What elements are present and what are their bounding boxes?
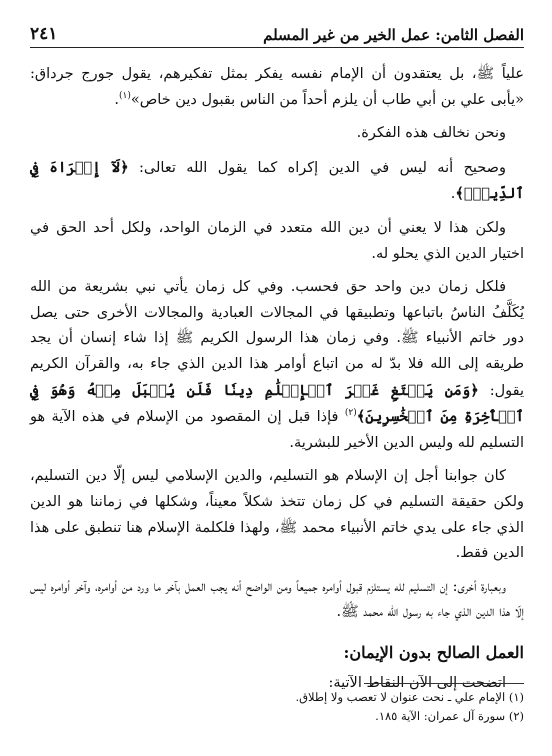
paragraph-tail: فإذا قبل إن المقصود من الإسلام في هذه الآية هو التسليم لله وليس الدين الأخير للبشرية. xyxy=(30,409,524,451)
section-heading: العمل الصالح بدون الإيمان: xyxy=(343,642,524,662)
paragraph xyxy=(30,121,524,147)
paragraph-text: فلكل زمان دين واحد حق فحسب. وفي كل زمان يأتي نبي بشريعة من الله يُكَلَّفُ الناسُ باتباعها وتطبيقها في المجالات العبادية والمجالات الأخرى حتى يصل دور خاتم الأنبياء ﷺ. وفي زمان هذا الرسول الكريم ﷺ إذا شاء إنسان أن يجد طريقه إلى الله فلا بدّ له من اتباع أوامر هذا الدين الذي جاء به، والقرآن الكريم يقول: xyxy=(30,279,524,399)
quran-verse: ﴿لَآ إِكۡرَاهَ فِي ٱلدِّينِۖ﴾ xyxy=(30,158,524,203)
chapter-title: الفصل الثامن: عمل الخير من غير المسلم xyxy=(263,26,524,44)
paragraph-tail: . xyxy=(114,91,120,108)
footnote-2: (٢) سورة آل عمران: الآية ١٨٥. xyxy=(375,709,524,723)
paragraph xyxy=(30,216,524,267)
footnote-divider xyxy=(364,683,524,684)
main-text xyxy=(30,62,524,697)
running-header xyxy=(30,18,524,48)
section-intro: اتضحت إلى الآن النقاط الآتية: xyxy=(328,675,506,692)
paragraph-text: كان جوابنا أجل إن الإسلام هو التسليم، والدين الإسلامي ليس إلّا دين التسليم، ولكن حقيقة التسليم في كل زمان تتخذ شكلاً معيناً، وشكلها في زماننا هو الدين الذي جاء على يدي خاتم الأنبياء محمد ﷺ، ولهذا فلكلمة الإسلام هنا تنطبق على هذا الدين فقط. xyxy=(30,468,524,562)
paragraph-text: وصحيح أنه ليس في الدين إكراه كما يقول الله تعالى: xyxy=(128,159,506,176)
footnote-1: (١) الإمام علي ـ نحت عنوان لا تعصب ولا إطلاق. xyxy=(295,690,524,704)
footnote-ref: (١) xyxy=(119,90,131,101)
paragraph-text: ونحن نخالف هذه الفكرة. xyxy=(356,125,506,142)
footnote-ref: (٢) xyxy=(344,408,357,419)
footnotes xyxy=(30,688,524,726)
paragraph xyxy=(30,155,524,208)
paragraph xyxy=(30,464,524,566)
paragraph-text: ولكن هذا لا يعني أن دين الله متعدد في الزمان الواحد، ولكل أحد الحق في اختيار الدين الذي يحلو له. xyxy=(30,219,524,262)
paragraph-text: علياً ﷺ، بل يعتقدون أن الإمام نفسه يفكر بمثل تفكيرهم، يقول جورج جرداق: «يأبى علي بن أبي طاب أن يلزم أحداً من الناس بقبول دين خاص» xyxy=(30,66,524,108)
quran-verse: ﴿وَمَن يَبۡتَغِ غَيۡرَ ٱلۡإِسۡلَٰمِ دِينٗا فَلَن يُقۡبَلَ مِنۡهُ وَهُوَ فِي ٱلۡأٓخِرَةِ مِنَ ٱلۡخَٰسِرِينَ﴾ xyxy=(30,381,524,426)
paragraph xyxy=(30,62,524,113)
page-number: ٢٤١ xyxy=(30,24,58,44)
paragraph xyxy=(30,275,524,456)
paragraph-text: وبعبارة أخرى: إن التسليم لله يستلزم قبول أوامره جميعاً ومن الواضح أنه يجب العمل بآخر ما ورد من أوامره، وآخر أوامره ليس إلّا هذا الدين الذي جاء به رسول الله محمد ﷺ. xyxy=(30,578,524,621)
paragraph xyxy=(30,575,524,626)
paragraph-tail: . xyxy=(450,186,456,203)
